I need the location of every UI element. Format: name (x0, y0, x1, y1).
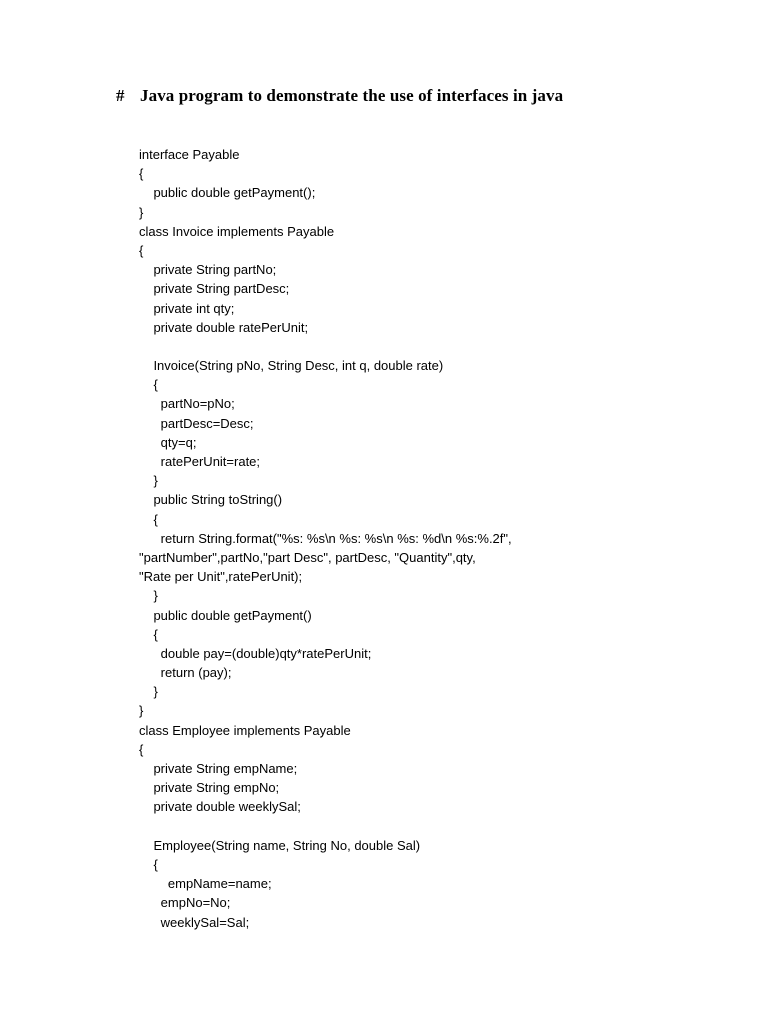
document-heading (116, 86, 563, 106)
code-line: } (139, 684, 158, 700)
code-line: class Invoice implements Payable (139, 223, 335, 239)
code-line: { (139, 741, 144, 757)
code-line: public double getPayment(); (139, 185, 316, 201)
code-line: return String.format("%s: %s\n %s: %s\n %s: %d\n %s:%.2f", (139, 530, 512, 546)
heading-marker: # (116, 86, 125, 105)
code-line: } (139, 703, 144, 719)
code-line: qty=q; (139, 434, 197, 450)
code-line: private String partDesc; (139, 281, 290, 297)
code-line: { (139, 856, 158, 872)
code-line: { (139, 242, 144, 258)
code-line: Employee(String name, String No, double Sal) (139, 837, 421, 853)
code-line: { (139, 626, 158, 642)
code-line: double pay=(double)qty*ratePerUnit; (139, 645, 372, 661)
code-line: private String partNo; (139, 262, 277, 278)
code-line: weeklySal=Sal; (139, 914, 250, 930)
code-line: { (139, 511, 158, 527)
code-line: Invoice(String pNo, String Desc, int q, double rate) (139, 358, 444, 374)
code-line: "partNumber",partNo,"part Desc", partDesc, "Quantity",qty, (139, 549, 476, 565)
code-line: "Rate per Unit",ratePerUnit); (139, 569, 303, 585)
code-line: } (139, 473, 158, 489)
code-line: partDesc=Desc; (139, 415, 254, 431)
code-line: empNo=No; (139, 895, 231, 911)
code-line: ratePerUnit=rate; (139, 454, 261, 469)
code-block (139, 145, 739, 932)
code-line: public double getPayment() (139, 607, 312, 623)
code-line (139, 337, 739, 356)
code-line: private double ratePerUnit; (139, 319, 309, 335)
code-line: class Employee implements Payable (139, 722, 351, 738)
code-line: private String empName; (139, 761, 298, 776)
code-line: { (139, 377, 158, 393)
code-line: empName=name; (139, 876, 272, 892)
code-line: { (139, 166, 144, 182)
code-line: public String toString() (139, 492, 283, 508)
code-line: return (pay); (139, 665, 232, 681)
code-line: interface Payable (139, 147, 240, 162)
code-line: private double weeklySal; (139, 799, 301, 815)
code-line: private int qty; (139, 300, 235, 316)
code-line: private String empNo; (139, 780, 280, 796)
code-line (139, 817, 739, 836)
code-line: partNo=pNo; (139, 396, 235, 412)
code-line: } (139, 204, 144, 220)
code-line: } (139, 588, 158, 604)
heading-text: Java program to demonstrate the use of interfaces in java (140, 86, 564, 105)
